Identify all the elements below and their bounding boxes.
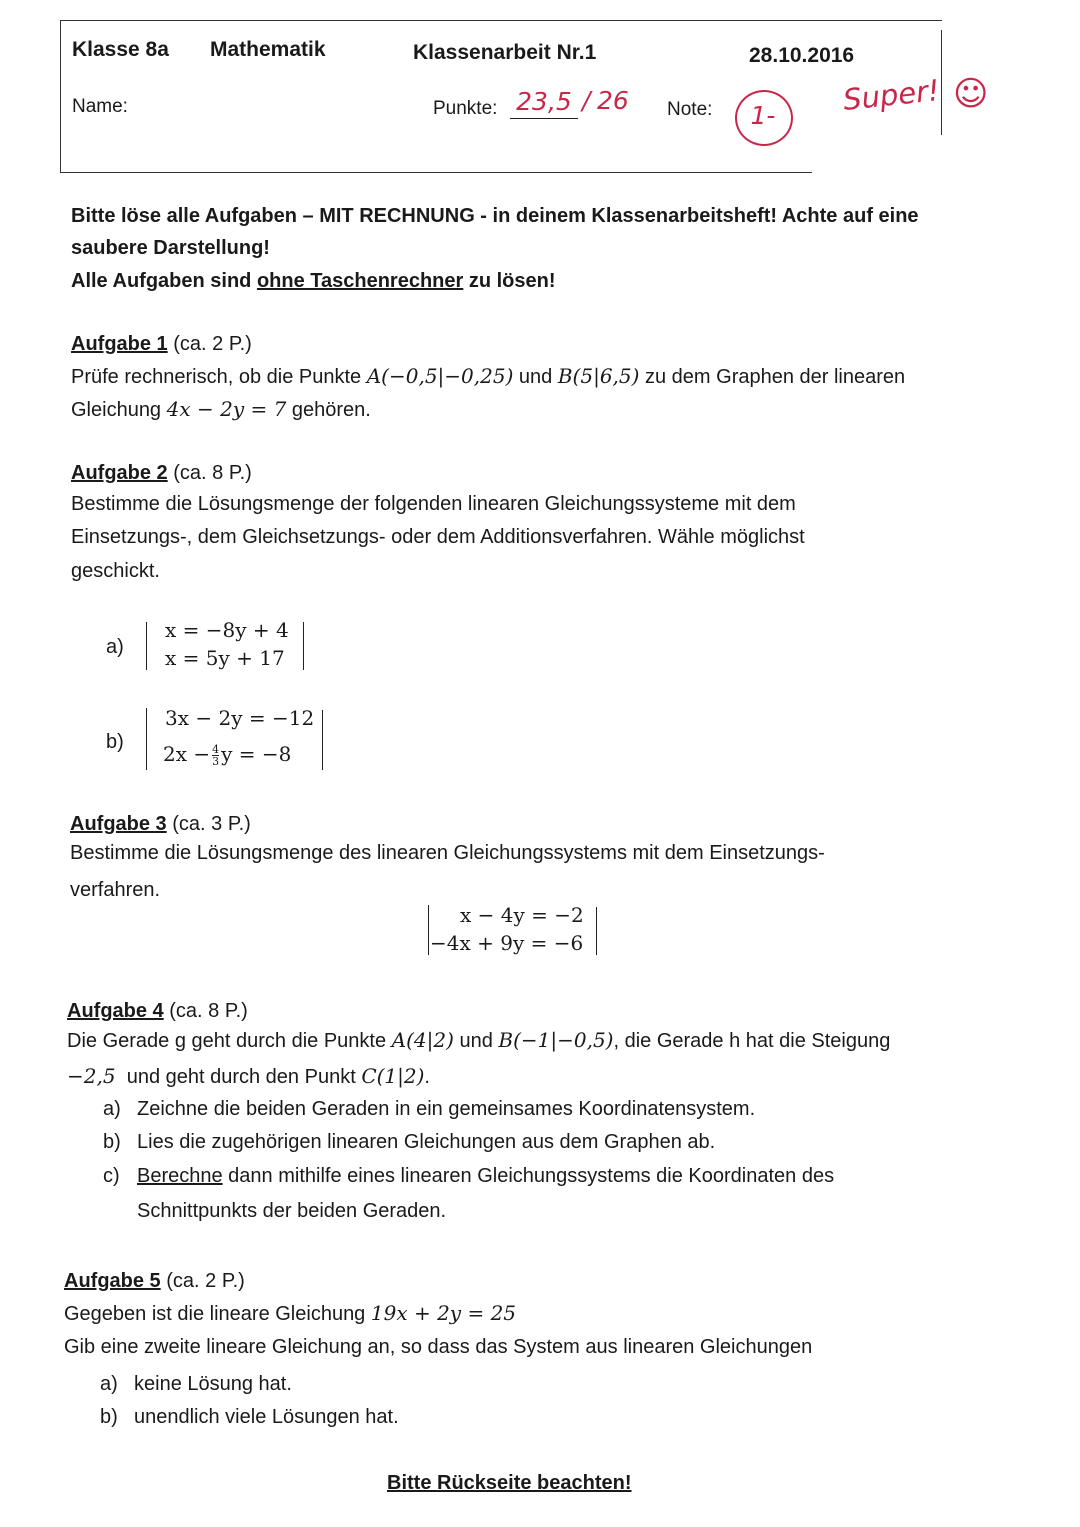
exam-title: Klassenarbeit Nr.1 — [413, 41, 597, 64]
task-3-text-line-2: verfahren. — [70, 879, 161, 901]
task-4c-text: Berechne dann mithilfe eines linearen Gleichungssystems die Koordinaten des — [137, 1165, 835, 1187]
task-2-text-line-1: Bestimme die Lösungsmenge der folgenden linearen Gleichungssysteme mit dem — [71, 493, 796, 515]
instructions-line-2: saubere Darstellung! — [71, 237, 270, 259]
task-3-text-line-1: Bestimme die Lösungsmenge des linearen Gleichungssystems mit dem Einsetzungs- — [70, 842, 825, 864]
system-3-equation-2: −4x + 9y = −6 — [430, 931, 584, 955]
system-b-right-bar — [322, 710, 323, 770]
grade-value-handwritten: 1- — [750, 101, 776, 130]
system-3-right-bar — [596, 907, 597, 955]
task-2b-label: b) — [106, 731, 124, 753]
task-4b-text: Lies die zugehörigen linearen Gleichungen aus dem Graphen ab. — [137, 1131, 716, 1153]
system-3-equation-1: x − 4y = −2 — [460, 903, 584, 927]
task-1-heading: Aufgabe 1 (ca. 2 P.) — [71, 333, 252, 355]
points-label: Punkte: — [433, 98, 498, 119]
header-box-bottom-border — [60, 172, 812, 173]
system-a-equation-1: x = −8y + 4 — [165, 618, 289, 642]
system-b-equation-2: 2x − $\frac{4}{3}$ y = −8 — [163, 742, 292, 768]
task-5-text-line-1: Gegeben ist die lineare Gleichung 19x + 2y = 25 — [64, 1301, 517, 1325]
task-5-heading: Aufgabe 5 (ca. 2 P.) — [64, 1270, 245, 1292]
points-separator: / — [582, 86, 591, 115]
header-box-top-border — [60, 20, 942, 21]
task-5-text-line-2: Gib eine zweite lineare Gleichung an, so dass das System aus linearen Gleichungen — [64, 1336, 813, 1358]
task-4a-label: a) — [103, 1098, 121, 1120]
turn-page-note: Bitte Rückseite beachten! — [387, 1472, 632, 1494]
task-4-text-line-1: Die Gerade g geht durch die Punkte A(4|2) und B(−1|−0,5), die Gerade h hat die Steigung — [67, 1028, 891, 1052]
task-4a-text: Zeichne die beiden Geraden in ein gemeinsames Koordinatensystem. — [137, 1098, 756, 1120]
header-box-right-border — [941, 30, 942, 135]
exam-date: 28.10.2016 — [749, 44, 855, 67]
task-2-text-line-2: Einsetzungs-, dem Gleichsetzungs- oder dem Additionsverfahren. Wähle möglichst — [71, 526, 805, 548]
fraction-four-thirds: $\frac{4}{3}$ — [212, 743, 220, 768]
system-b-equation-1: 3x − 2y = −12 — [165, 706, 315, 730]
task-5b-text: unendlich viele Lösungen hat. — [134, 1406, 399, 1428]
smiley-icon: ☺ — [953, 74, 989, 114]
class-label: Klasse 8a — [72, 38, 169, 61]
name-label: Name: — [72, 96, 128, 117]
points-value-handwritten: 23,5 — [510, 86, 578, 119]
instructions-line-3: Alle Aufgaben sind ohne Taschenrechner zu lösen! — [71, 270, 556, 292]
task-1-text-line-1: Prüfe rechnerisch, ob die Punkte A(−0,5|−0,25) und B(5|6,5) zu dem Graphen der linearen — [71, 364, 906, 388]
task-3-heading: Aufgabe 3 (ca. 3 P.) — [70, 813, 251, 835]
task-2a-label: a) — [106, 636, 124, 658]
header-box-left-border — [60, 20, 61, 173]
task-5a-label: a) — [100, 1373, 118, 1395]
system-a-equation-2: x = 5y + 17 — [165, 646, 285, 670]
no-calculator-emphasis: ohne Taschenrechner — [256, 270, 464, 292]
grade-label: Note: — [667, 99, 713, 120]
task-2-text-line-3: geschickt. — [71, 560, 160, 582]
task-1-text-line-2: Gleichung 4x − 2y = 7 gehören. — [71, 397, 371, 421]
system-a-left-bar — [146, 622, 147, 670]
subject-label: Mathematik — [210, 38, 326, 61]
task-4c-label: c) — [103, 1165, 120, 1187]
system-3-left-bar — [428, 905, 429, 955]
instructions-line-1: Bitte löse alle Aufgaben – MIT RECHNUNG - in deinem Klassenarbeitsheft! Achte auf eine — [71, 205, 919, 227]
task-4-heading: Aufgabe 4 (ca. 8 P.) — [67, 1000, 248, 1022]
task-4b-label: b) — [103, 1131, 121, 1153]
task-2-heading: Aufgabe 2 (ca. 8 P.) — [71, 462, 252, 484]
task-4c-text-continued: Schnittpunkts der beiden Geraden. — [137, 1200, 447, 1222]
task-5a-text: keine Lösung hat. — [134, 1373, 292, 1395]
system-b-left-bar — [146, 708, 147, 770]
points-max-handwritten: 26 — [597, 86, 629, 115]
task-5b-label: b) — [100, 1406, 118, 1428]
teacher-comment: Super! — [841, 73, 942, 117]
system-a-right-bar — [303, 622, 304, 670]
task-4-text-line-2: −2,5 und geht durch den Punkt C(1|2). — [67, 1064, 430, 1088]
